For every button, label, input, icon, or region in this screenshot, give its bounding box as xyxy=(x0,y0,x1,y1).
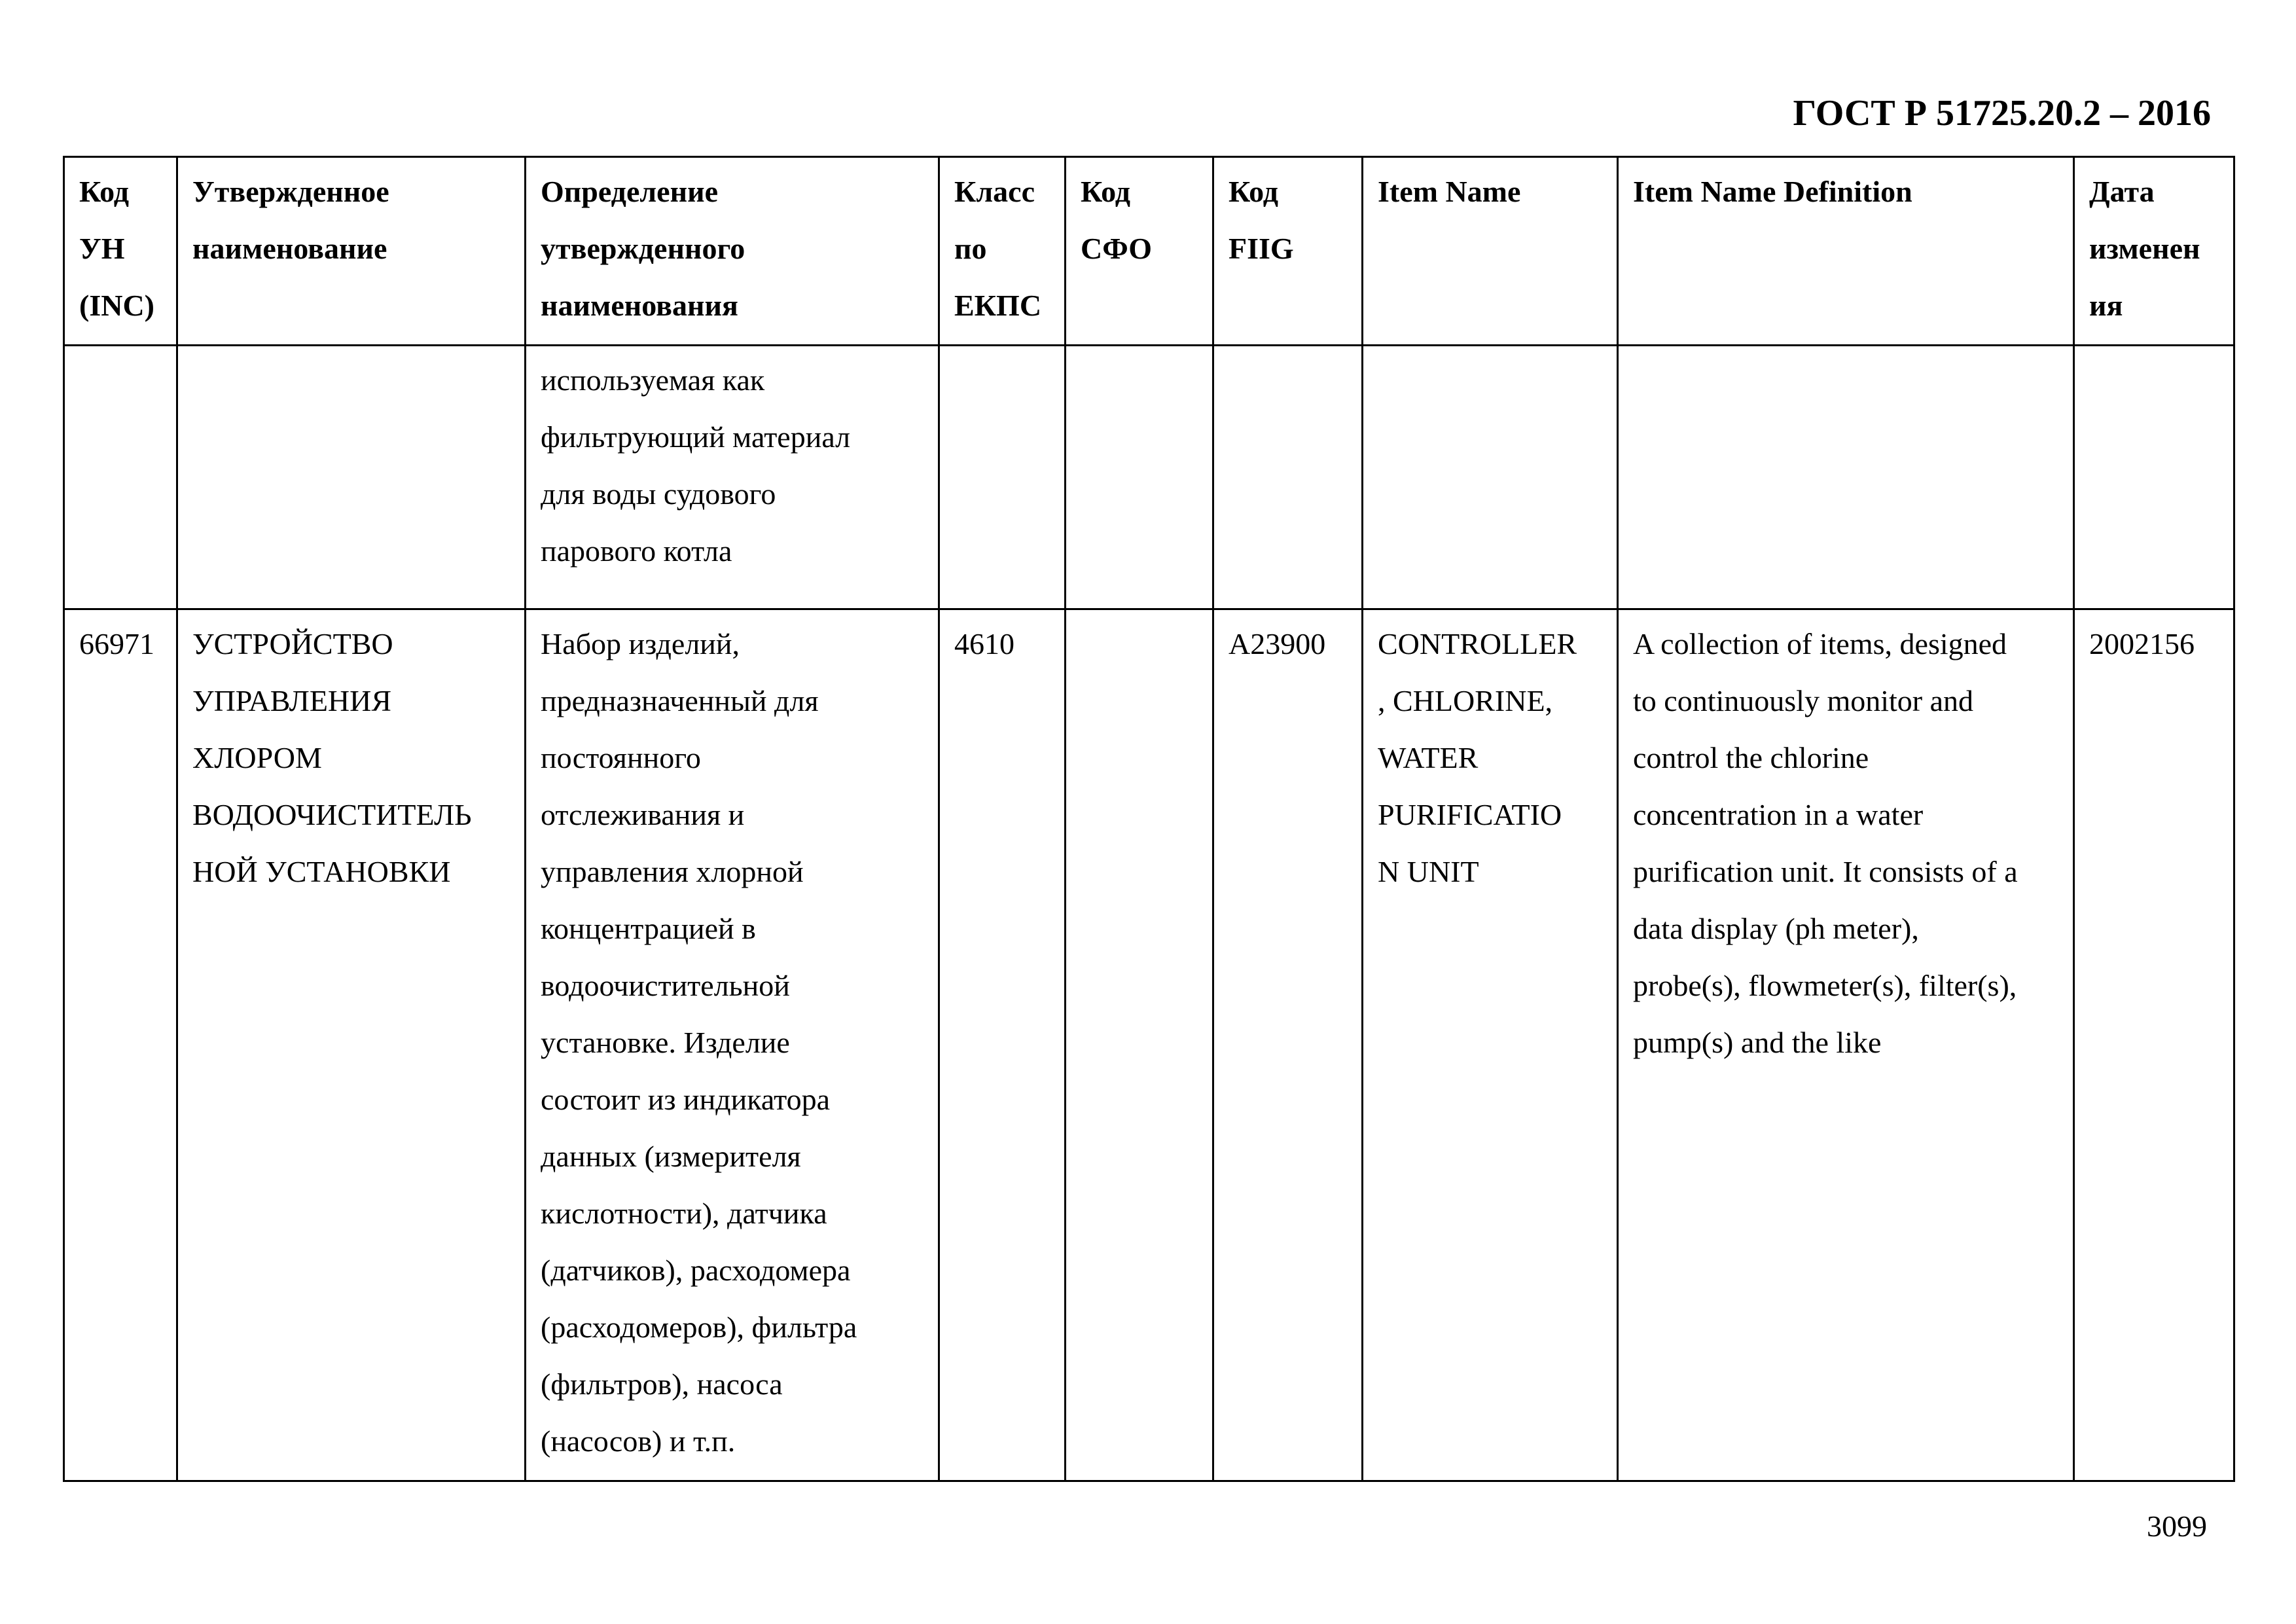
cell-approved-name-line: ВОДООЧИСТИТЕЛЬ xyxy=(192,798,472,831)
cell-approved-name-line: НОЙ УСТАНОВКИ xyxy=(192,855,451,888)
cell-item-name-line: PURIFICATIO xyxy=(1378,798,1562,831)
cell-change-date xyxy=(2074,609,2234,1481)
cell-fiig-code xyxy=(1213,346,1363,609)
header-name-definition: Определение утвержденного наименования xyxy=(526,157,939,346)
cell-item-name xyxy=(1363,346,1618,609)
cell-item-name-line: N UNIT xyxy=(1378,855,1479,888)
header-fiig-code: Код FIIG xyxy=(1213,157,1363,346)
cell-ekps-class xyxy=(939,609,1066,1481)
cell-name-definition-line: данных (измерителя xyxy=(541,1140,801,1173)
cell-item-name-definition-line: to continuously monitor and xyxy=(1633,684,1974,717)
cell-name-definition-line: управления хлорной xyxy=(541,855,804,888)
table-row-continuation xyxy=(64,346,2234,609)
cell-name-definition-line: Набор изделий, xyxy=(541,627,740,660)
cell-item-name-definition-line: concentration in a water xyxy=(1633,798,1924,831)
cell-item-name-definition-line: A collection of items, designed xyxy=(1633,627,2007,660)
cell-item-name-definition-line: data display (ph meter), xyxy=(1633,912,1919,945)
cell-name-definition-line: отслеживания и xyxy=(541,798,745,831)
cell-change-date xyxy=(2074,346,2234,609)
cell-name-definition-line: (расходомеров), фильтра xyxy=(541,1310,857,1344)
cell-name-definition-line: концентрацией в xyxy=(541,912,756,945)
cell-name-definition xyxy=(526,609,939,1481)
cell-name-definition-line: фильтрующий материал xyxy=(541,420,851,454)
cell-change-date-text: 2002156 xyxy=(2089,627,2195,660)
header-item-name-definition: Item Name Definition xyxy=(1618,157,2074,346)
cell-item-name-definition xyxy=(1618,609,2074,1481)
nomenclature-table xyxy=(63,156,2235,1482)
cell-ekps-class-text: 4610 xyxy=(954,627,1014,660)
cell-name-definition-line: используемая как xyxy=(541,363,765,397)
table-header-row xyxy=(64,157,2234,346)
header-item-name: Item Name xyxy=(1363,157,1618,346)
cell-item-name xyxy=(1363,609,1618,1481)
header-sfo-code: Код СФО xyxy=(1066,157,1213,346)
cell-name-definition-line: постоянного xyxy=(541,741,701,774)
cell-sfo-code xyxy=(1066,346,1213,609)
cell-item-name-definition-line: pump(s) and the like xyxy=(1633,1026,1882,1059)
cell-name-definition-line: парового котла xyxy=(541,534,732,568)
cell-inc-code xyxy=(64,346,177,609)
cell-item-name-line: , CHLORINE, xyxy=(1378,684,1553,717)
cell-inc-code-text: 66971 xyxy=(79,627,154,660)
cell-sfo-code xyxy=(1066,609,1213,1481)
header-change-date: Дата изменен ия xyxy=(2074,157,2234,346)
cell-name-definition-line: предназначенный для xyxy=(541,684,819,717)
header-ekps-class: Класс по ЕКПС xyxy=(939,157,1066,346)
cell-name-definition-line: водоочистительной xyxy=(541,969,790,1002)
cell-item-name-definition-line: probe(s), flowmeter(s), filter(s), xyxy=(1633,969,2017,1002)
cell-name-definition-line: кислотности), датчика xyxy=(541,1197,827,1230)
cell-name-definition-line: (фильтров), насоса xyxy=(541,1367,783,1401)
header-approved-name: Утвержденное наименование xyxy=(177,157,526,346)
page-number: 3099 xyxy=(2147,1509,2207,1543)
cell-ekps-class xyxy=(939,346,1066,609)
table-row-66971 xyxy=(64,609,2234,1481)
cell-item-name-line: WATER xyxy=(1378,741,1479,774)
cell-approved-name-line: ХЛОРОМ xyxy=(192,741,322,774)
cell-approved-name xyxy=(177,609,526,1481)
header-inc-code: Код УН (INC) xyxy=(64,157,177,346)
cell-item-name-definition-line: control the chlorine xyxy=(1633,741,1869,774)
cell-fiig-code-text: A23900 xyxy=(1229,627,1326,660)
cell-name-definition-line: установке. Изделие xyxy=(541,1026,790,1059)
cell-approved-name-line: УПРАВЛЕНИЯ xyxy=(192,684,392,717)
cell-name-definition-line: для воды судового xyxy=(541,477,776,511)
cell-name-definition-line: (датчиков), расходомера xyxy=(541,1254,851,1287)
cell-name-definition xyxy=(526,346,939,609)
cell-approved-name-line: УСТРОЙСТВО xyxy=(192,627,393,660)
cell-inc-code xyxy=(64,609,177,1481)
table-body xyxy=(64,346,2234,1481)
cell-item-name-definition xyxy=(1618,346,2074,609)
document-standard-number: ГОСТ Р 51725.20.2 – 2016 xyxy=(1793,93,2211,134)
cell-fiig-code xyxy=(1213,609,1363,1481)
cell-item-name-line: CONTROLLER xyxy=(1378,627,1577,660)
cell-item-name-definition-line: purification unit. It consists of a xyxy=(1633,855,2018,888)
cell-name-definition-line: (насосов) и т.п. xyxy=(541,1424,736,1458)
cell-approved-name xyxy=(177,346,526,609)
cell-name-definition-line: состоит из индикатора xyxy=(541,1083,831,1116)
